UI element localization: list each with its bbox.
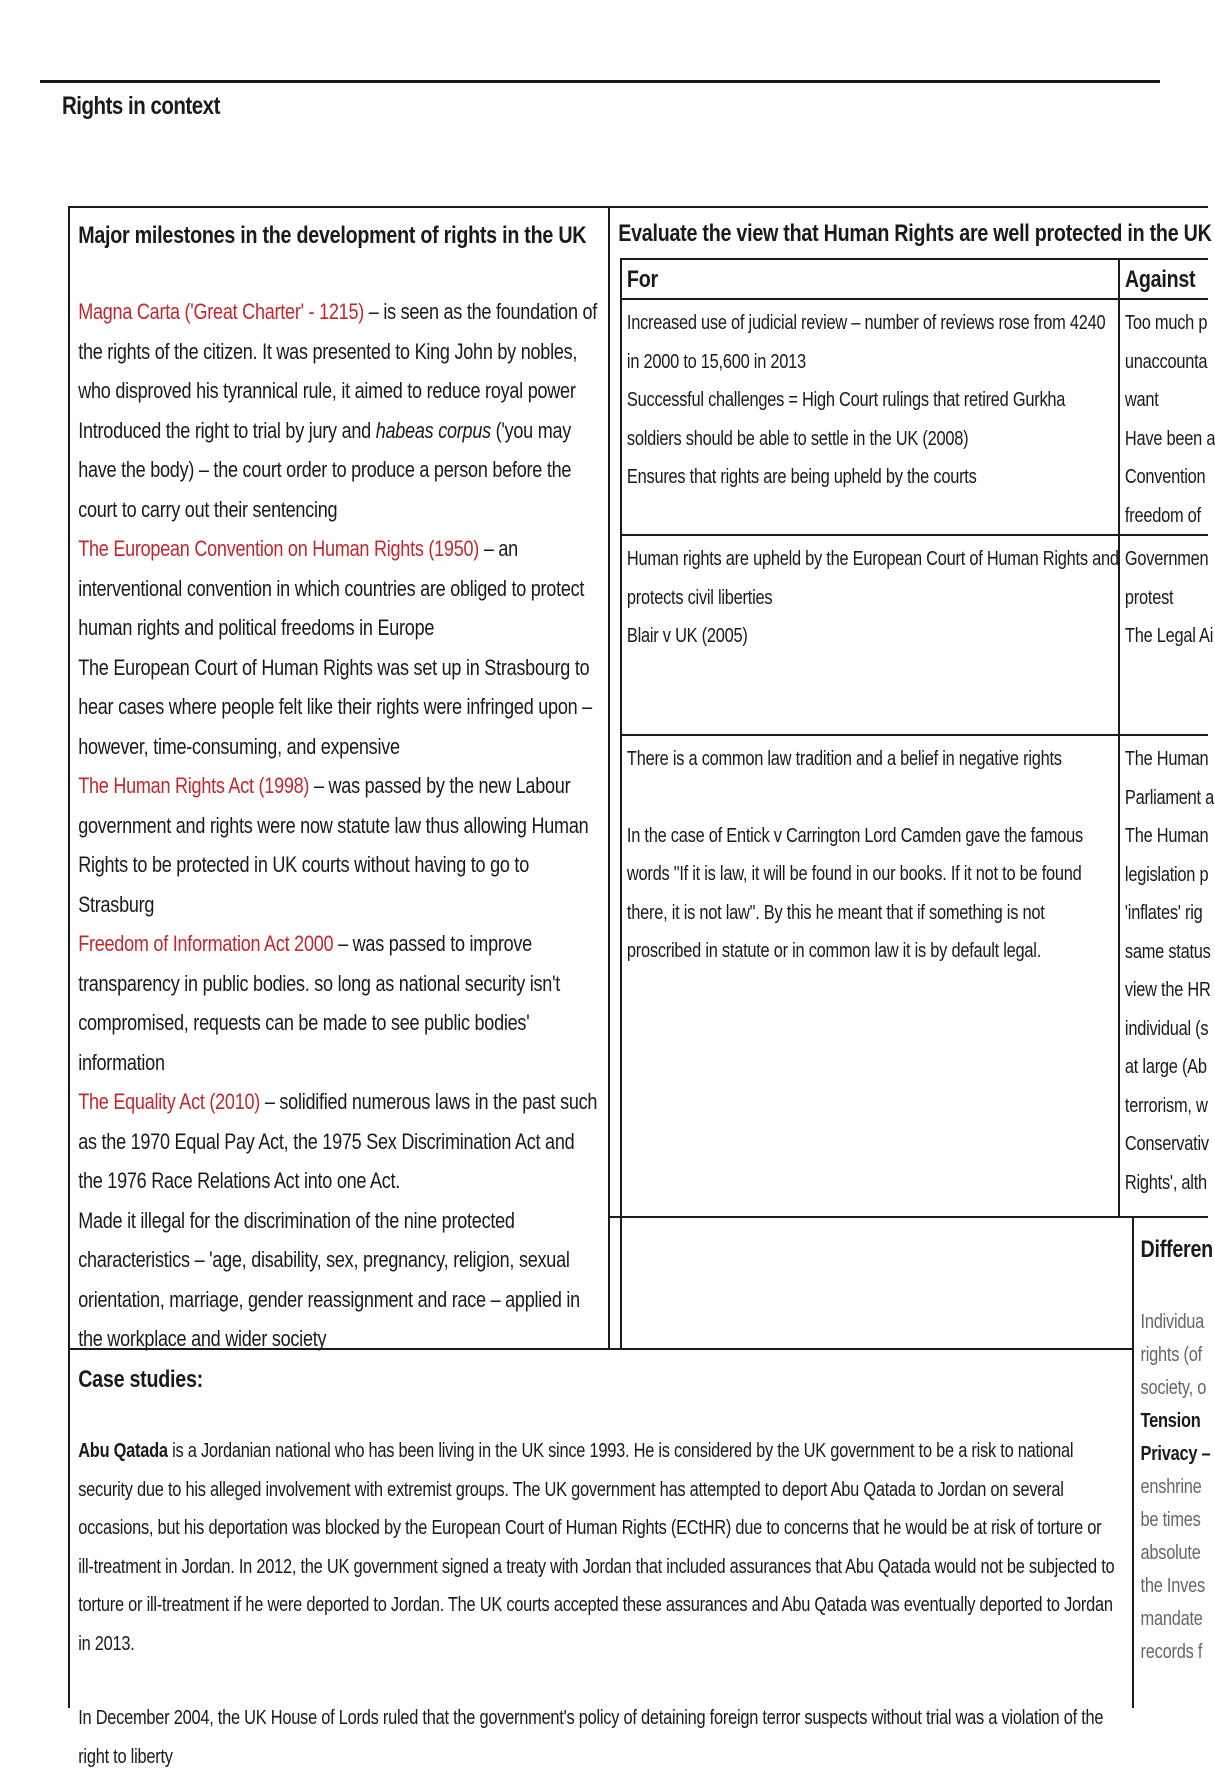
for-cell-3 — [620, 734, 1120, 1218]
against-fragment: Rights', alth — [1124, 1171, 1207, 1194]
against-fragment: Convention — [1124, 466, 1206, 488]
milestone-extra: The European Court of Human Rights was set up in Strasbourg to hear cases where people felt like their rights were infringed upon – however, time-consuming, and expensive — [78, 654, 592, 759]
against-fragment: legislation p — [1124, 863, 1209, 886]
for-point: Successful challenges = High Court rulings that retired Gurkha soldiers should be able to settle in the UK (2008) — [626, 389, 1066, 450]
against-fragment: terrorism, w — [1124, 1094, 1208, 1117]
differences-heading: Differen — [1140, 1236, 1213, 1263]
for-point: Human rights are upheld by the European Court of Human Rights and protects civil liberties — [626, 548, 1119, 609]
milestone-extra-em: habeas corpus — [375, 417, 491, 443]
differences-fragment: records f — [1140, 1641, 1203, 1663]
for-cell-2 — [620, 534, 1120, 736]
against-cell-2 — [1118, 534, 1214, 736]
top-rule — [40, 80, 1160, 83]
differences-fragment: mandate — [1140, 1608, 1203, 1630]
for-point: Ensures that rights are being upheld by the courts — [626, 466, 977, 488]
milestone-text: – is seen as the foundation of the rights of the citizen. It was presented to King John by nobles, who disproved his tyrannical rule, it aimed to reduce royal power — [78, 299, 598, 403]
empty-cell — [620, 1216, 1134, 1350]
against-fragment: Parliament a — [1124, 786, 1215, 809]
differences-box — [1132, 1216, 1213, 1706]
against-fragment: The Human — [1124, 825, 1209, 847]
against-fragment: unaccounta — [1124, 350, 1208, 373]
against-cell-3 — [1118, 734, 1215, 1218]
page-title: Rights in context — [62, 92, 220, 120]
milestone-extra: ('you may have the body) – the court order to produce a person before the court to carry out their sentencing — [78, 417, 572, 522]
for-point: In the case of Entick v Carrington Lord Camden gave the famous words "If it is law, it will be found in our books. If it not to be found there, it is not law". By this he meant that if something is not proscribed in statute or in common law it is by default legal. — [626, 824, 1083, 962]
against-fragment: freedom of — [1124, 504, 1201, 527]
for-label: For — [626, 266, 658, 293]
milestone-text: – solidified numerous laws in the past such as the 1970 Equal Pay Act, the 1975 Sex Discrimination Act and the 1976 Race Relations Act into one Act. — [78, 1089, 598, 1193]
milestone-name: Freedom of Information Act 2000 — [78, 931, 334, 956]
against-fragment: Governmen — [1124, 548, 1209, 570]
differences-fragment: the Inves — [1140, 1575, 1205, 1597]
milestone-name: Magna Carta ('Great Charter' - 1215) — [78, 299, 364, 324]
against-fragment: same status — [1124, 940, 1211, 963]
milestone-name: The European Convention on Human Rights (1950) — [78, 536, 480, 561]
milestone-name: The Human Rights Act (1998) — [78, 773, 310, 798]
against-fragment: Too much p — [1124, 312, 1208, 334]
milestone-text: – was passed to improve transparency in public bodies. so long as national security isn't compromised, requests can be made to see public bodies' information — [78, 931, 561, 1075]
differences-fragment: enshrine — [1140, 1476, 1202, 1498]
differences-fragment: rights (of — [1140, 1344, 1202, 1366]
against-fragment: 'inflates' rig — [1124, 902, 1203, 924]
milestone-extra: Made it illegal for the discrimination of the nine protected characteristics – 'age, disability, sex, pregnancy, religion, sexual orientation, marriage, gender reassignment and race – applied in the workplace and wider society — [78, 1207, 580, 1351]
milestone-extra: Introduced the right to trial by jury and — [78, 417, 376, 443]
evaluate-heading: Evaluate the view that Human Rights are well protected in the UK — [618, 220, 1212, 247]
for-point: There is a common law tradition and a belief in negative rights — [626, 748, 1062, 770]
against-label: Against — [1124, 266, 1196, 293]
against-fragment: want — [1124, 389, 1159, 411]
milestones-box — [68, 206, 610, 1350]
against-cell-1 — [1118, 298, 1215, 536]
against-header — [1118, 258, 1208, 300]
differences-fragment: society, o — [1140, 1377, 1207, 1399]
differences-fragment: absolute — [1140, 1542, 1201, 1564]
for-header — [620, 258, 1120, 300]
for-cell-1 — [620, 298, 1120, 536]
for-point: Increased use of judicial review – number of reviews rose from 4240 in 2000 to 15,600 in 2013 — [626, 312, 1106, 373]
differences-fragment: Individua — [1140, 1311, 1204, 1333]
case-study-name: Abu Qatada — [78, 1440, 168, 1462]
for-point: Blair v UK (2005) — [626, 625, 748, 647]
case-study-text: is a Jordanian national who has been living in the UK since 1993. He is considered by the UK government to be a risk to national security due to his alleged involvement with extremist groups. The UK government has attempted to deport Abu Qatada to Jordan on several occasions, but his deportation was blocked by the European Court of Human Rights (ECtHR) due to concerns that he would be at risk of torture or ill-treatment in Jordan. In 2012, the UK government signed a treaty with Jordan that included assurances that Abu Qatada would not be subjected to torture or ill-treatment if he were deported to Jordan. The UK courts accepted these assurances and Abu Qatada was eventually deported to Jordan in 2013. — [78, 1440, 1115, 1655]
case-studies-box — [68, 1348, 1134, 1768]
against-fragment: Have been a — [1124, 427, 1215, 450]
differences-tension: Tension — [1140, 1410, 1201, 1432]
case-study-text-2: In December 2004, the UK House of Lords ruled that the government's policy of detaining foreign terror suspects without trial was a violation of the right to liberty — [78, 1707, 1104, 1768]
against-fragment: The Human — [1124, 748, 1209, 770]
against-fragment: Conservativ — [1124, 1133, 1209, 1155]
milestone-name: The Equality Act (2010) — [78, 1089, 261, 1114]
differences-privacy: Privacy – — [1140, 1443, 1211, 1465]
milestones-heading: Major milestones in the development of rights in the UK — [78, 222, 587, 249]
milestone-text: – an interventional convention in which countries are obliged to protect human rights and political freedoms in Europe — [78, 536, 585, 640]
against-fragment: view the HR — [1124, 979, 1211, 1001]
against-fragment: protest — [1124, 586, 1174, 609]
against-fragment: individual (s — [1124, 1017, 1209, 1040]
milestone-text: – was passed by the new Labour government and rights were now statute law thus allowing Human Rights to be protected in UK courts without having to go to Strasburg — [78, 773, 589, 917]
differences-fragment: be times — [1140, 1509, 1201, 1531]
against-fragment: The Legal Ai — [1124, 625, 1214, 647]
case-studies-heading: Case studies: — [78, 1366, 203, 1393]
against-fragment: at large (Ab — [1124, 1056, 1207, 1078]
